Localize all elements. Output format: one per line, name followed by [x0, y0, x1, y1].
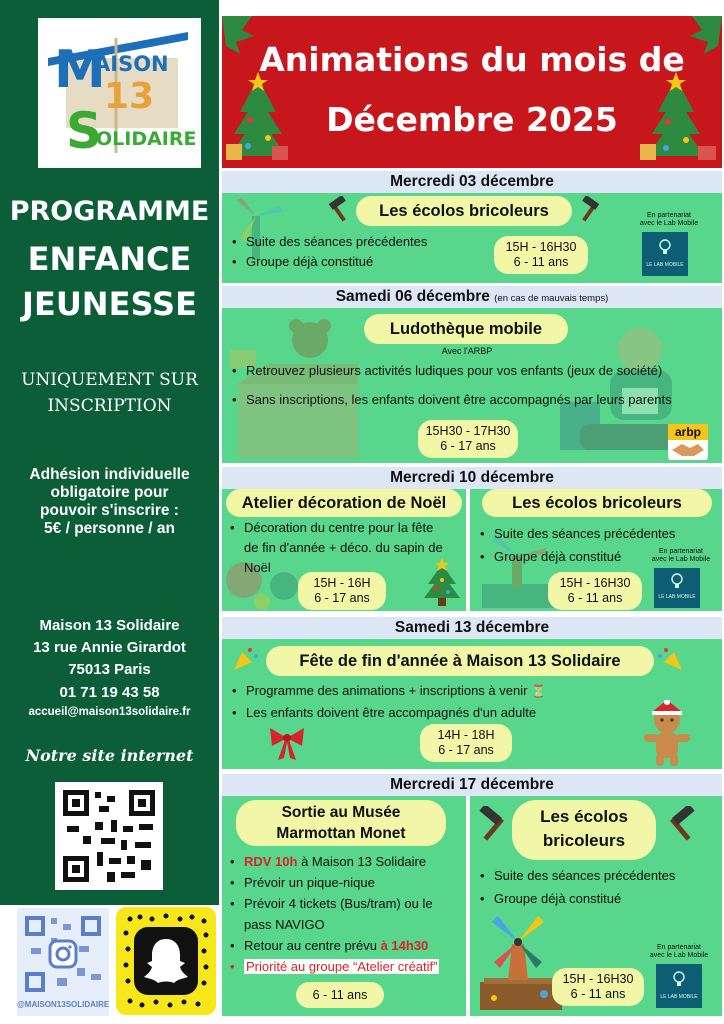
bullet-line: pass NAVIGO: [244, 917, 325, 932]
christmas-decoration-icon: [222, 16, 722, 168]
date-bar-17-dec: Mercredi 17 décembre: [222, 774, 722, 796]
time-text: 15H30 - 17H30: [425, 424, 511, 438]
partner-text: [648, 548, 714, 564]
schedule-pill-06-dec: [418, 420, 518, 458]
bullet-item: • Groupe déjà constitué: [232, 252, 502, 272]
christmas-tree-icon: [420, 558, 464, 610]
lab-mobile-logo: LE LAB MOBILE: [656, 964, 702, 1008]
bullet-item: • Suite des séances précédentes: [480, 522, 710, 545]
bullets-13-dec: [232, 680, 652, 724]
age-pill-17-dec-left: 6 - 11 ans: [296, 982, 384, 1008]
rdv-time: RDV 10h: [244, 854, 298, 869]
gingerbread-icon: [640, 700, 694, 766]
snapchat-icon: [116, 907, 216, 1015]
bullet-item: [230, 935, 464, 956]
time-text: 15H - 16H30: [505, 240, 577, 254]
bullet-line: de fin d'année + déco. du sapin de: [244, 540, 443, 555]
activity-title-ecolos-bricoleurs: Les écolos bricoleurs: [482, 489, 712, 517]
handshake-icon: [668, 440, 708, 458]
snapchat-code[interactable]: [116, 907, 216, 1015]
instagram-qr-icon: [17, 908, 109, 1000]
inscription-line-2: INSCRIPTION: [47, 396, 172, 416]
lightbulb-icon: [671, 970, 687, 988]
bullet-item: • Les enfants doivent être accompagnés d'un adulte: [232, 702, 652, 724]
bullet-item: • Groupe déjà constitué: [480, 887, 716, 910]
date-note: (en cas de mauvais temps): [494, 293, 609, 304]
program-title-2: ENFANCE: [27, 240, 192, 278]
phone-number: 01 71 19 43 58: [59, 684, 160, 701]
age-text: 6 - 11 ans: [513, 255, 569, 269]
schedule-pill-10-dec-left: [298, 572, 386, 610]
hammer-icon: [326, 196, 352, 222]
return-time: à 14h30: [380, 938, 429, 953]
website-label: Notre site internet: [25, 746, 194, 765]
arbp-text: arbp: [668, 424, 708, 440]
partner-line-1: En partenariat: [657, 944, 701, 951]
date-bar-13-dec: Samedi 13 décembre: [222, 617, 722, 639]
address-street: 13 rue Annie Girardot: [33, 639, 186, 656]
age-text: 6 - 17 ans: [440, 439, 496, 453]
time-text: 15H - 16H: [313, 576, 371, 590]
address-city: 75013 Paris: [68, 661, 151, 678]
partner-text: [634, 212, 704, 228]
title-line-2: Marmottan Monet: [276, 825, 406, 842]
adhesion-line-2: obligatoire pour: [50, 484, 169, 501]
with-arbp-text: Avec l'ARBP: [441, 346, 493, 356]
arbp-logo: [668, 424, 708, 460]
partner-line-2: avec le Lab Mobile: [639, 220, 699, 227]
activity-title-ecolos-bricoleurs: Les écolos bricoleurs: [356, 196, 572, 226]
logo-maison: AISON: [94, 52, 169, 76]
bullet-item: [232, 680, 652, 702]
bullet-line: Noël: [244, 560, 271, 575]
lab-mobile-logo: LE LAB MOBILE: [654, 568, 700, 608]
partner-line-1: En partenariat: [659, 548, 703, 555]
website-qr-code[interactable]: [55, 782, 163, 890]
time-text: 14H - 18H: [437, 728, 495, 742]
rdv-place: à Maison 13 Solidaire: [297, 854, 427, 869]
schedule-pill-10-dec-right: [548, 572, 642, 610]
age-text: 6 - 17 ans: [438, 743, 494, 757]
hammer-icon: [476, 806, 512, 842]
logo-13: 13: [104, 76, 155, 117]
bullets-17-dec-right: [480, 864, 716, 910]
schedule-pill-03-dec: [494, 236, 588, 274]
age-text: 6 - 11 ans: [570, 987, 626, 1001]
time-text: 15H - 16H30: [559, 576, 631, 590]
partner-text: [646, 944, 712, 960]
adhesion-line-1: Adhésion individuelle: [29, 466, 190, 483]
logo-solidaire: OLIDAIRE: [96, 128, 197, 150]
bullets-03-dec: [232, 232, 502, 272]
bullets-17-dec-left: [230, 851, 464, 977]
bullets-06-dec: [232, 356, 712, 414]
adhesion-line-3: pouvoir s'inscrire :: [40, 502, 179, 519]
activity-title-fete-fin-annee: Fête de fin d'année à Maison 13 Solidaire: [266, 646, 654, 676]
header-title-line-1: Animations du mois de: [259, 40, 685, 79]
return-text: Retour au centre prévu: [244, 938, 381, 953]
hourglass-icon: ⏳: [531, 684, 547, 698]
lightbulb-icon: [657, 238, 673, 256]
email-address[interactable]: accueil@maison13solidaire.fr: [28, 706, 191, 718]
lightbulb-icon: [669, 572, 685, 590]
hammer-icon: [576, 196, 602, 222]
adhesion-line-4: 5€ / personne / an: [44, 520, 175, 537]
header-title-line-2: Décembre 2025: [326, 100, 618, 139]
bullet-item: • Suite des séances précédentes: [480, 864, 716, 887]
activity-title-ecolos-bricoleurs: [512, 800, 656, 860]
party-popper-icon: [656, 646, 686, 672]
title-line-2: bricoleurs: [542, 831, 626, 850]
activity-title-sortie-musee: [236, 800, 446, 846]
priority-text: Priorité au groupe “Atelier créatif”: [246, 959, 438, 974]
title-line-1: Sortie au Musée: [281, 804, 401, 821]
title-line-1: Les écolos: [540, 807, 628, 826]
bullet-item: • Suite des séances précédentes: [232, 232, 502, 252]
bullet-item: [230, 893, 464, 935]
party-popper-icon: [230, 646, 260, 672]
lab-mobile-logo: LE LAB MOBILE: [642, 232, 688, 276]
bullet-item: [230, 851, 464, 872]
partner-line-2: avec le Lab Mobile: [651, 556, 711, 563]
activity-title-atelier-noel: Atelier décoration de Noël: [226, 489, 462, 517]
date-bar-10-dec: Mercredi 10 décembre: [222, 467, 722, 489]
inscription-line-1: UNIQUEMENT SUR: [21, 370, 198, 390]
instagram-handle: @MAISON13SOLIDAIRE: [17, 1000, 110, 1009]
age-text: 6 - 17 ans: [314, 591, 370, 605]
date-bar-03-dec: Mercredi 03 décembre: [222, 171, 722, 193]
partner-line-2: avec le Lab Mobile: [649, 952, 709, 959]
bullet-item: • Sans inscriptions, les enfants doivent être accompagnés par leurs parents: [232, 385, 712, 414]
program-title-3: JEUNESSE: [22, 285, 197, 323]
bow-icon: [266, 724, 308, 764]
program-title-1: PROGRAMME: [9, 196, 210, 227]
qr-icon: [55, 782, 163, 890]
schedule-pill-17-dec-right: [552, 968, 644, 1006]
bullet-item: • Prévoir un pique-nique: [230, 872, 464, 893]
address-name: Maison 13 Solidaire: [39, 617, 180, 634]
date-bar-06-dec: [222, 286, 722, 308]
instagram-qr-code[interactable]: [17, 908, 109, 1016]
bullet-item: • Groupe déjà constitué: [480, 545, 710, 568]
time-text: 15H - 16H30: [562, 972, 634, 986]
bullet-item: [230, 956, 464, 977]
partner-line-1: En partenariat: [647, 212, 691, 219]
hammer-icon: [662, 806, 698, 842]
logo-s: S: [66, 102, 103, 160]
date-text: Samedi 06 décembre: [335, 288, 490, 305]
schedule-pill-13-dec: [420, 724, 512, 762]
maison13-logo: [38, 18, 201, 168]
bullet-text: Programme des animations + inscriptions à venir: [246, 683, 528, 698]
bullet-line: • Décoration du centre pour la fête: [244, 520, 434, 535]
bullet-line: • Prévoir 4 tickets (Bus/tram) ou le: [244, 896, 433, 911]
logo-m: M: [54, 40, 106, 100]
bullet-item: • Retrouvez plusieurs activités ludiques pour vos enfants (jeux de société): [232, 356, 712, 385]
activity-title-ludotheque: Ludothèque mobile: [364, 314, 568, 344]
age-text: 6 - 11 ans: [567, 591, 623, 605]
